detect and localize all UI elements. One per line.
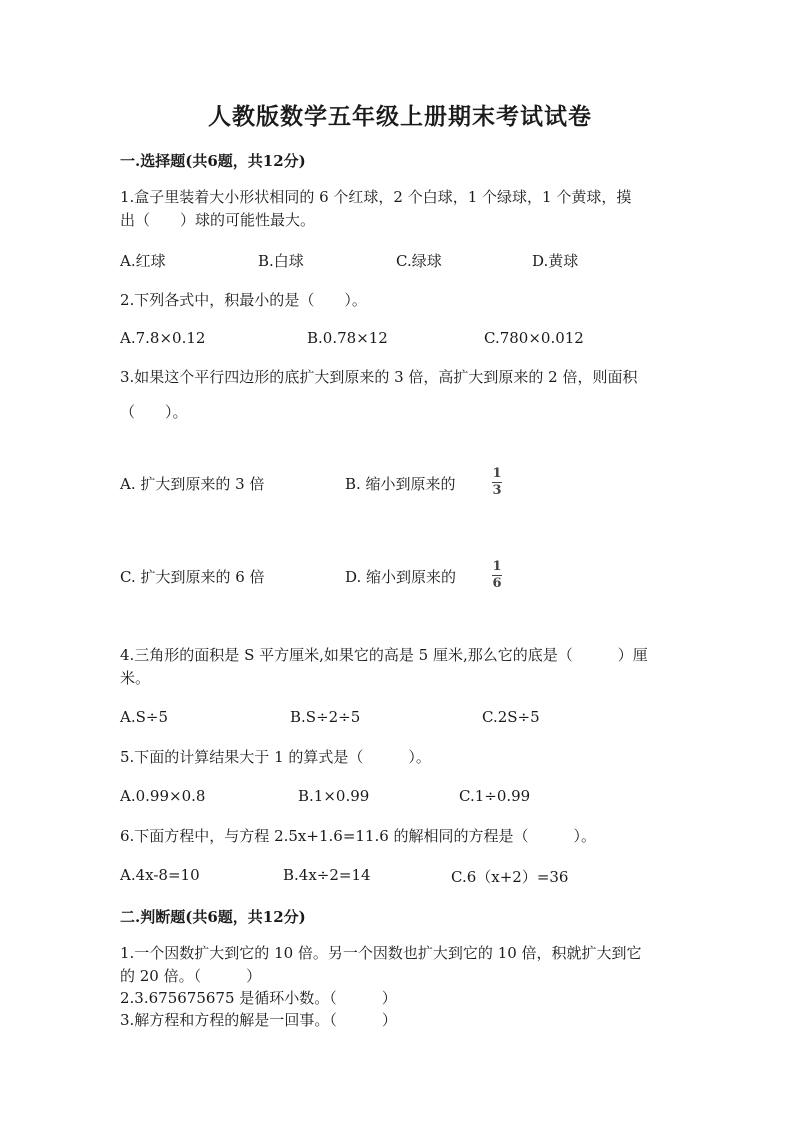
section-heading-judgement: 二.判断题(共6题，共12分) — [120, 908, 306, 926]
fraction-numerator: 1 — [492, 466, 502, 481]
question-text: 出（ ）球的可能性最大。 — [120, 211, 316, 229]
option-b: B.S÷2÷5 — [290, 708, 361, 726]
option-b: B.1×0.99 — [298, 787, 370, 805]
question-6 — [120, 825, 680, 848]
question-2 — [120, 289, 680, 312]
option-b: B.4x÷2=14 — [283, 866, 371, 884]
question-text: 的 20 倍。（ ） — [120, 967, 262, 985]
judgement-3 — [120, 1009, 680, 1032]
question-text: 6.下面方程中，与方程 2.5x+1.6=11.6 的解相同的方程是（ ）。 — [120, 827, 597, 845]
question-text: 2.3.675675675 是循环小数。（ ） — [120, 989, 397, 1007]
fraction-denominator: 3 — [492, 483, 502, 498]
option-a: A.红球 — [120, 252, 166, 270]
question-text: 3.解方程和方程的解是一回事。（ ） — [120, 1011, 397, 1029]
option-c: C.2S÷5 — [482, 708, 540, 726]
option-a: A.7.8×0.12 — [120, 329, 206, 347]
question-text: （ ）。 — [120, 403, 188, 421]
option-c: C.780×0.012 — [484, 329, 584, 347]
option-a: A.S÷5 — [120, 708, 168, 726]
option-c: C.绿球 — [396, 252, 442, 270]
question-3-cont — [120, 401, 680, 424]
judgement-2 — [120, 987, 680, 1010]
page-title: 人教版数学五年级上册期末考试试卷 — [208, 103, 592, 130]
option-d: D. 缩小到原来的 — [345, 568, 457, 586]
option-b: B.0.78×12 — [307, 329, 388, 347]
question-5 — [120, 746, 680, 769]
judgement-1 — [120, 942, 680, 988]
question-3 — [120, 366, 680, 389]
option-a: A.0.99×0.8 — [120, 787, 206, 805]
question-text: 米。 — [120, 669, 151, 687]
option-d: D.黄球 — [532, 252, 579, 270]
option-c: C. 扩大到原来的 6 倍 — [120, 568, 265, 586]
question-text: 5.下面的计算结果大于 1 的算式是（ ）。 — [120, 748, 431, 766]
fraction-one-sixth — [492, 560, 502, 591]
fraction-numerator: 1 — [492, 559, 502, 574]
option-b: B.白球 — [258, 252, 304, 270]
question-text: 1.一个因数扩大到它的 10 倍。另一个因数也扩大到它的 10 倍，积就扩大到它 — [120, 944, 642, 962]
fraction-denominator: 6 — [492, 576, 502, 591]
option-b: B. 缩小到原来的 — [345, 475, 456, 493]
section-heading-choice: 一.选择题(共6题，共12分) — [120, 152, 306, 170]
question-1 — [120, 186, 680, 232]
question-text: 4.三角形的面积是 S 平方厘米,如果它的高是 5 厘米,那么它的底是（ ）厘 — [120, 646, 648, 664]
question-4 — [120, 644, 680, 690]
option-a: A.4x-8=10 — [120, 866, 200, 884]
fraction-one-third — [492, 467, 502, 498]
option-a: A. 扩大到原来的 3 倍 — [120, 475, 265, 493]
option-c: C.1÷0.99 — [459, 787, 531, 805]
question-text: 2.下列各式中，积最小的是（ ）。 — [120, 291, 367, 309]
option-c: C.6（x+2）=36 — [451, 868, 569, 886]
question-text: 1.盒子里装着大小形状相同的 6 个红球，2 个白球，1 个绿球，1 个黄球，摸 — [120, 188, 632, 206]
question-text: 3.如果这个平行四边形的底扩大到原来的 3 倍，高扩大到原来的 2 倍，则面积 — [120, 368, 638, 386]
